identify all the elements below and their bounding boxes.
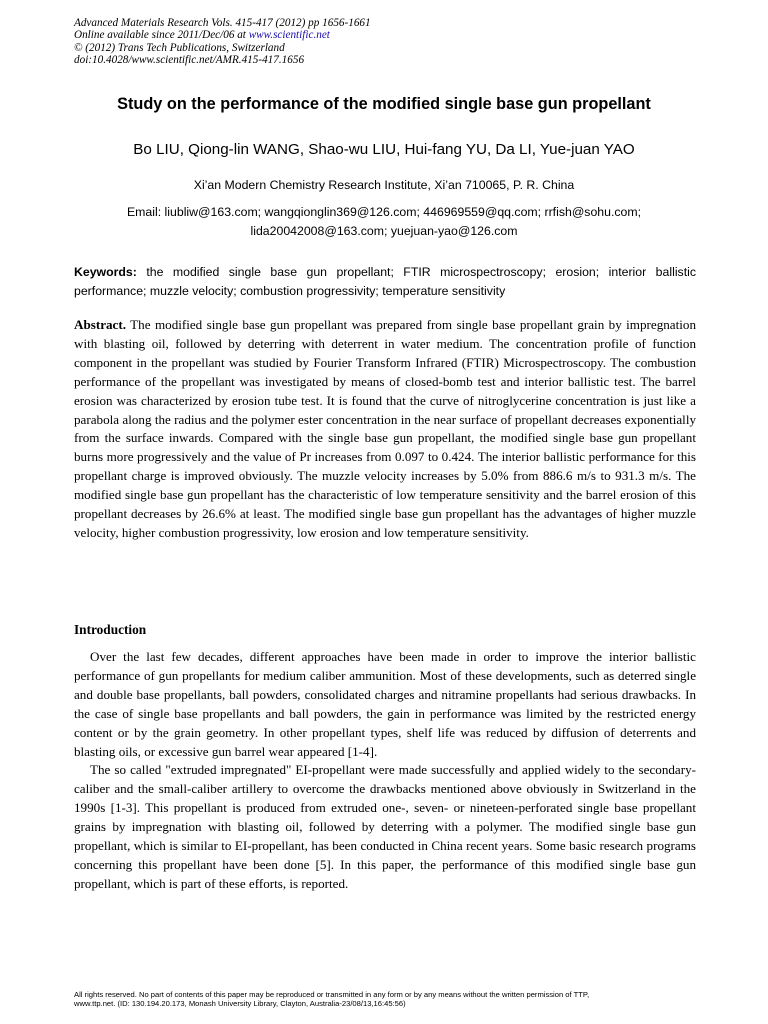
- journal-citation: Advanced Materials Research Vols. 415-417 (2012) pp 1656-1661: [74, 17, 371, 29]
- footer-line-1: All rights reserved. No part of contents of this paper may be reproduced or transmitted in any form or by any means without the written permission of TTP,: [74, 990, 590, 999]
- intro-paragraph: Over the last few decades, different approaches have been made in order to improve the interior ballistic performance of gun propellants for medium caliber ammunition. Most of these developments, such as deterred single and double base propellants, ball powders, consolidated charges and nitramine propellants had serious drawbacks. In the case of single base propellants and ball powders, the gain in performance was limited by the restricted energy content or by the grain geometry. In other propellant types, shelf life was reduced by diffusion of deterrents and blasting oils, or excessive gun barrel wear appeared [1-4].: [74, 649, 696, 759]
- keywords-label: Keywords:: [74, 265, 137, 279]
- abstract-text: The modified single base gun propellant was prepared from single base propellant grain by impregnation with blasting oil, followed by deterring with deterrent in water medium. The concentration profile of function component in the propellant was studied by Fourier Transform Infrared (FTIR) Microspectroscopy. The combustion performance of the propellant was investigated by means of closed-bomb test and interior ballistic test. The barrel erosion was characterized by erosion tube test. It is found that the curve of nitroglycerine concentration is just like a parabola along the radius and the polymer ester concentration in the near surface of propellant decreases exponentially from the surface inwards. Compared with the single base gun propellant, the modified single base gun propellant burns more progressively and the value of Pr increases from 0.097 to 0.424. The interior ballistic performance for this propellant charge is improved obviously. The muzzle velocity increases by 5.0% from 886.6 m/s to 931.3 m/s. The modified single base gun propellant has the characteristic of low temperature sensitivity and the barrel erosion of this propellant decreases by 26.6% at least. The modified single base gun propellant has the advantages of higher muzzle velocity, higher combustion progressivity, low erosion and low temperature sensitivity.: [74, 317, 696, 540]
- abstract-label: Abstract.: [74, 317, 126, 332]
- paper-title: Study on the performance of the modified single base gun propellant: [117, 95, 651, 113]
- introduction-body: [74, 648, 696, 894]
- copyright-line: © (2012) Trans Tech Publications, Switzerland: [74, 41, 285, 54]
- keywords-text: the modified single base gun propellant; FTIR microspectroscopy; erosion; interior ballistic performance; muzzle velocity; combustion progressivity; temperature sensitivity: [74, 265, 696, 298]
- journal-header: [74, 17, 694, 67]
- doi-line: doi:10.4028/www.scientific.net/AMR.415-417.1656: [74, 54, 305, 67]
- abstract-block: [74, 316, 696, 543]
- online-availability: [74, 29, 694, 41]
- affiliation: Xi’an Modern Chemistry Research Institute, Xi’an 710065, P. R. China: [193, 178, 575, 192]
- author-list: Bo LIU, Qiong-lin WANG, Shao-wu LIU, Hui-fang YU, Da LI, Yue-juan YAO: [133, 141, 635, 158]
- copyright-footer: [74, 990, 696, 1008]
- keywords-block: [74, 263, 696, 301]
- publisher-link[interactable]: www.scientific.net: [248, 29, 330, 42]
- email-line-1: Email: liubliw@163.com; wangqionglin369@126.com; 446969559@qq.com; rrfish@sohu.com;: [126, 205, 642, 219]
- email-block: [70, 203, 698, 241]
- online-prefix: Online available since 2011/Dec/06 at: [74, 29, 249, 42]
- section-heading-introduction: Introduction: [74, 622, 147, 637]
- intro-paragraph: The so called "extruded impregnated" EI-propellant were made successfully and applied widely to the secondary-caliber and the small-caliber artillery to overcome the drawbacks mentioned above obviously in Switzerland in the 1990s [1-3]. This propellant is produced from extruded one-, seven- or nineteen-perforated single base propellant grains by impregnation with blasting oil, followed by deterring with a polymer. The modified single base gun propellant, which is similar to EI-propellant, has been conducted in China recent years. Some basic research programs concerning this propellant have been done [5]. In this paper, the performance of this modified single base gun propellant, which is part of these efforts, is reported.: [74, 762, 696, 891]
- footer-line-2: www.ttp.net. (ID: 130.194.20.173, Monash University Library, Clayton, Australia-23/08/13,16:45:56): [74, 999, 406, 1009]
- email-line-2: lida20042008@163.com; yuejuan-yao@126.com: [250, 224, 518, 238]
